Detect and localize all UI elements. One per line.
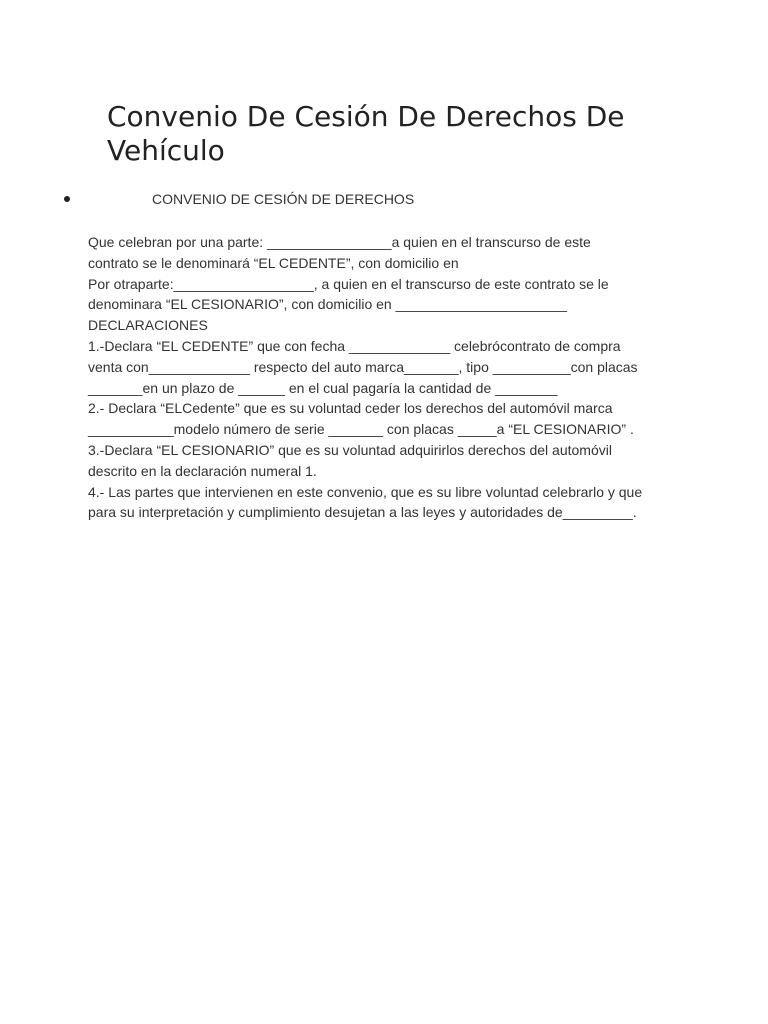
body-line: venta con_____________ respecto del auto marca_______, tipo __________con placas bbox=[88, 358, 638, 375]
body-line: ___________modelo número de serie _______ con placas _____a “EL CESIONARIO” . bbox=[88, 421, 634, 438]
body-line: descrito en la declaración numeral 1. bbox=[88, 462, 317, 479]
body-line: contrato se le denominará “EL CEDENTE”, con domicilio en bbox=[88, 254, 459, 271]
body-line: Por otraparte:__________________, a quien en el transcurso de este contrato se le bbox=[88, 275, 609, 292]
body-line: denominara “EL CESIONARIO”, con domicilio en ______________________ bbox=[88, 296, 567, 313]
body-line: Que celebran por una parte: ________________a quien en el transcurso de este bbox=[88, 234, 591, 250]
body-line: para su interpretación y cumplimiento desujetan a las leyes y autoridades de_________. bbox=[88, 504, 637, 521]
bullet-icon bbox=[64, 196, 70, 202]
body-line: 3.-Declara “EL CESIONARIO” que es su voluntad adquirirlos derechos del automóvil bbox=[88, 441, 612, 458]
declarations-heading: DECLARACIONES bbox=[88, 317, 208, 334]
bullet-list-item bbox=[62, 190, 712, 210]
body-line: 1.-Declara “EL CEDENTE” que con fecha _____________ celebrócontrato de compra bbox=[88, 337, 621, 354]
section-heading: CONVENIO DE CESIÓN DE DERECHOS bbox=[152, 191, 415, 207]
document-body bbox=[88, 232, 688, 523]
document-title: Convenio De Cesión De Derechos De Vehículo bbox=[107, 100, 625, 167]
body-line: 2.- Declara “ELCedente” que es su voluntad ceder los derechos del automóvil marca bbox=[88, 400, 613, 417]
body-line: _______en un plazo de ______ en el cual pagaría la cantidad de ________ bbox=[88, 379, 558, 396]
body-line: 4.- Las partes que intervienen en este convenio, que es su libre voluntad celebrarlo y que bbox=[88, 483, 643, 500]
